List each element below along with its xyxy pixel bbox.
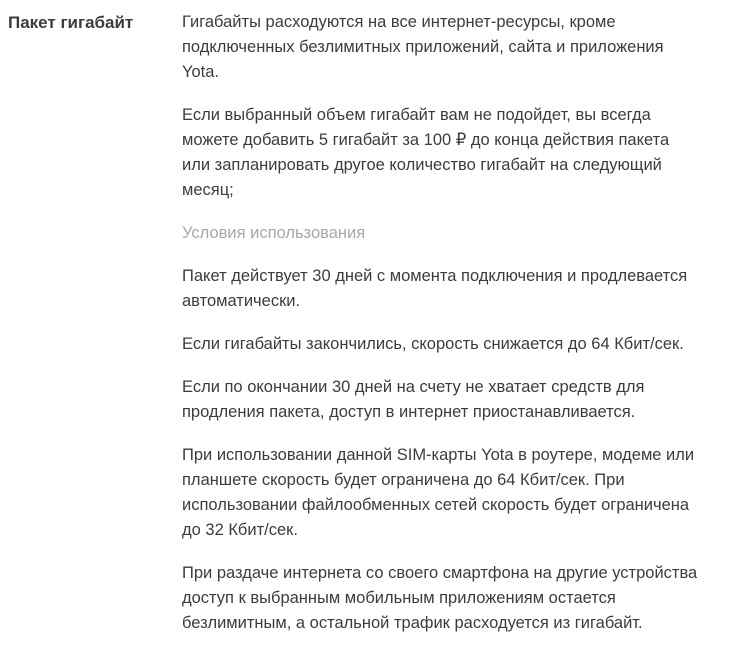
paragraph-add-gigabytes: Если выбранный объем гигабайт вам не подойдет, вы всегда можете добавить 5 гигабайт за 100 ₽ до конца действия пакета или запланировать другое количество гигабайт на следующий месяц; <box>182 106 670 199</box>
paragraph-sim-in-router: При использовании данной SIM-карты Yota в роутере, модеме или планшете скорость будет ограничена до 64 Кбит/сек. При использовании файлообменных сетей скорость будет ограничена до 32 Кбит/сек. <box>182 446 695 539</box>
subheading-usage-terms: Условия использования <box>182 224 366 242</box>
term-column <box>8 10 182 35</box>
paragraph-insufficient-funds: Если по окончании 30 дней на счету не хватает средств для продления пакета, доступ в интернет приостанавливается. <box>182 378 645 421</box>
paragraph-speed-after-limit: Если гигабайты закончились, скорость снижается до 64 Кбит/сек. <box>182 335 684 353</box>
paragraph-gigabytes-usage: Гигабайты расходуются на все интернет-ресурсы, кроме подключенных безлимитных приложений, сайта и приложения Yota. <box>182 13 664 81</box>
description-column <box>182 10 698 654</box>
paragraph-tethering: При раздаче интернета со своего смартфона на другие устройства доступ к выбранным мобильным приложениям остается безлимитным, а остальной трафик расходуется из гигабайт. <box>182 564 698 632</box>
paragraph-package-duration: Пакет действует 30 дней с момента подключения и продлевается автоматически. <box>182 267 688 310</box>
section-term: Пакет гигабайт <box>8 13 134 32</box>
